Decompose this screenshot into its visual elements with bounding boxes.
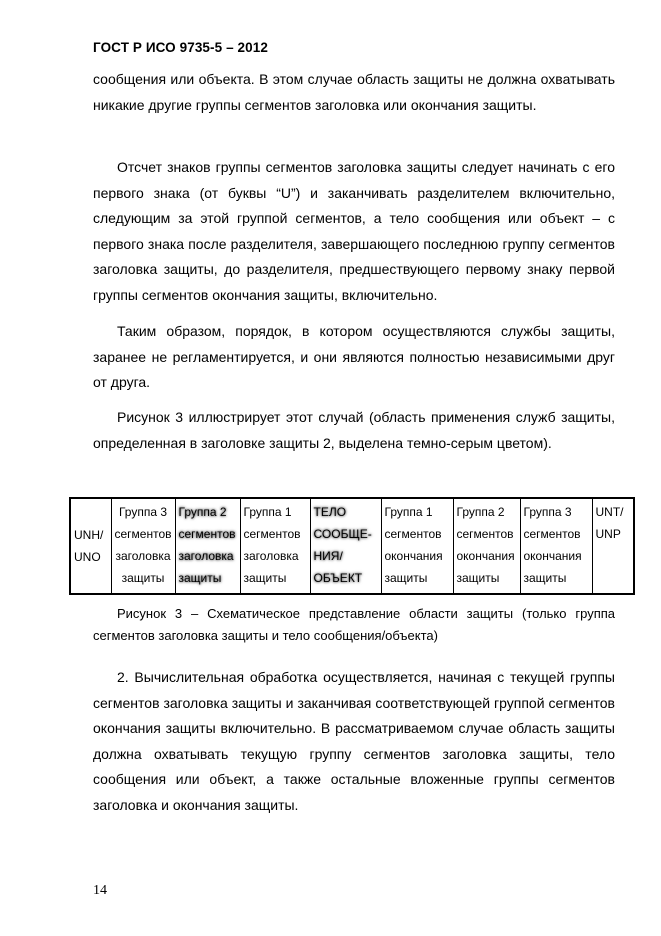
paragraph-continuation: сообщения или объекта. В этом случае область защиты не должна охватывать никакие другие группы сегментов заголовка или окончания защиты. [93,71,615,113]
security-scope-figure-table [69,497,635,595]
figure-caption: Рисунок 3 – Схематическое представление области защиты (только группа сегментов заголовка защиты и тело сообщения/объекта) [93,606,615,643]
paragraph-computation: 2. Вычислительная обработка осуществляется, начиная с текущей группы сегментов заголовка защиты и заканчивая соответствующей группой сегментов окончания защиты включительно. В рассматриваемом случае область защиты должна охватывать текущую группу сегментов заголовка защиты, тело сообщения или объект, а также остальные вложенные группы сегментов заголовка и окончания защиты. [93,669,615,813]
cell-unt-unp: UNT/ UNP [592,498,634,594]
cell-header-group-2: Группа 2 сегментов заголовка защиты [175,498,240,594]
cell-header-group-1: Группа 1 сегментов заголовка защиты [240,498,310,594]
figure-row [70,498,634,594]
paragraph-order: Таким образом, порядок, в котором осуществляются службы защиты, заранее не регламентируется, и они являются полностью независимыми друг от друга. [93,323,615,391]
cell-message-body: ТЕЛО СООБЩЕ-НИЯ/ ОБЪЕКТ [310,498,381,594]
paragraph-figure-intro: Рисунок 3 иллюстрирует этот случай (область применения служб защиты, определенная в заголовке защиты 2, выделена темно-серым цветом). [93,409,615,451]
paragraph-counting: Отсчет знаков группы сегментов заголовка защиты следует начинать с его первого знака (от буквы “U”) и заканчивать разделителем включительно, следующим за этой группой сегментов, а тело сообщения или объект – с первого знака после разделителя, завершающего последнюю группу сегментов заголовка защиты, до разделителя, предшествующего первому знаку первой группы сегментов окончания защиты, включительно. [93,159,615,303]
cell-unh-uno: UNH/ UNO [70,498,111,594]
cell-trailer-group-2: Группа 2 сегментов окончания защиты [453,498,520,594]
cell-trailer-group-1: Группа 1 сегментов окончания защиты [381,498,453,594]
page-number: 14 [93,883,107,898]
document-header: ГОСТ Р ИСО 9735-5 – 2012 [93,40,268,55]
cell-header-group-3: Группа 3 сегментов заголовка защиты [111,498,175,594]
cell-trailer-group-3: Группа 3 сегментов окончания защиты [520,498,592,594]
